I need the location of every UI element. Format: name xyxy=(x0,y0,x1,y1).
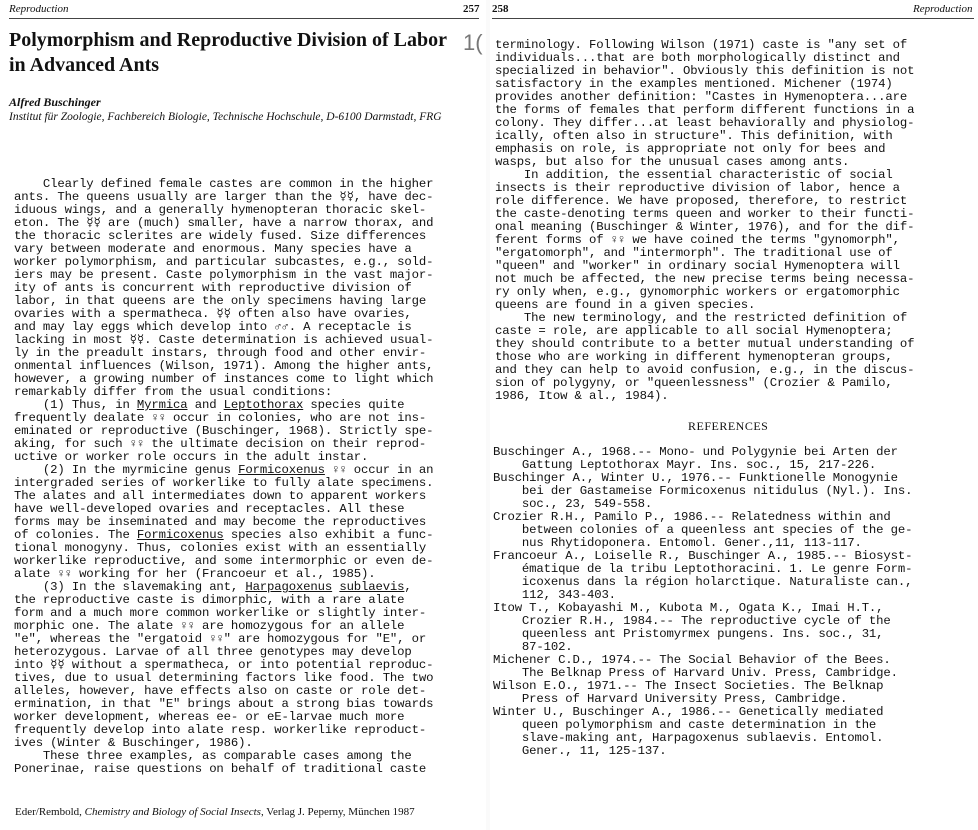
reference-line: The Belknap Press of Harvard Univ. Press, Cambridge. xyxy=(493,666,898,680)
text-line: ry only when, e.g., gynomorphic workers or ergatomorphic xyxy=(495,285,900,299)
text-line: vary between moderate and enormous. Many species have a xyxy=(14,242,412,256)
reference-line: Francoeur A., Loiselle R., Buschinger A., 1985.-- Biosyst- xyxy=(493,549,913,563)
text-line: and they can help to avoid confusion, e.g., in the discus- xyxy=(495,363,915,377)
reference-line: Wilson E.O., 1971.-- The Insect Societies. The Belknap xyxy=(493,679,884,693)
text-line: "e", whereas the "ergatoid ♀♀" are homozygous for "E", or xyxy=(14,632,427,646)
scan-artifact-mark: 1( xyxy=(463,30,483,55)
text-line: ovaries with a spermatheca. ☿☿ often also have ovaries, xyxy=(14,307,412,321)
text-line: workerlike reproductive, and some intermorphic or even de- xyxy=(14,554,434,568)
text-line: they should contribute to a better mutual understanding of xyxy=(495,337,915,351)
page-number-right: 258 xyxy=(492,3,509,15)
reference-line: Itow T., Kobayashi M., Kubota M., Ogata K., Imai H.T., xyxy=(493,601,884,615)
right-page xyxy=(490,0,978,830)
book-citation-footer xyxy=(15,806,415,818)
text-line: The new terminology, and the restricted definition of xyxy=(495,311,908,325)
text-line: of colonies. The Formicoxenus species also exhibit a func- xyxy=(14,528,434,542)
text-line: alleles, however, have effects also on caste or role det- xyxy=(14,684,427,698)
text-line: frequently dealate ♀♀ occur in colonies, who are not ins- xyxy=(14,411,427,425)
reference-line: queen polymorphism and caste determination in the xyxy=(493,718,877,732)
text-line: (2) In the myrmicine genus Formicoxenus ♀♀ occur in an xyxy=(14,463,434,477)
text-line: into ☿☿ without a spermatheca, or into potential reproduc- xyxy=(14,658,434,672)
text-line: the forms of females that perform different functions in a xyxy=(495,103,915,117)
text-line: "queen" and "worker" in ordinary social Hymenoptera will xyxy=(495,259,900,273)
reference-line: Buschinger A., Winter U., 1976.-- Funktionelle Monogynie xyxy=(493,471,898,485)
text-line: emphasis on role, is appropriate not only for bees and xyxy=(495,142,886,156)
reference-line: slave-making ant, Harpagoxenus sublaevis. Entomol. xyxy=(493,731,884,745)
reference-entry xyxy=(493,654,912,680)
reference-line: queenless ant Pristomyrmex pungens. Ins. soc., 31, xyxy=(493,627,884,641)
author-name: Alfred Buschinger xyxy=(9,95,101,109)
text-line: worker polymorphism, and particular subcastes, e.g., sold- xyxy=(14,255,434,269)
text-line: morphic one. The alate ♀♀ are homozygous for an allele xyxy=(14,619,405,633)
text-line: specialized in behavior". Obviously this definition is not xyxy=(495,64,915,78)
text-line: frequently develop into alate resp. workerlike reproduct- xyxy=(14,723,427,737)
text-line: intergraded series of workerlike to fully alate specimens. xyxy=(14,476,434,490)
reference-entry xyxy=(493,511,912,550)
text-line: ives (Winter & Buschinger, 1986). xyxy=(14,736,253,750)
text-line: worker development, whereas ee- or eE-larvae much more xyxy=(14,710,405,724)
body-text-right xyxy=(495,39,914,403)
text-line: heterozygous. Larvae of all three genotypes may develop xyxy=(14,645,412,659)
reference-entry xyxy=(493,602,912,654)
reference-line: Gener., 11, 125-137. xyxy=(493,744,667,758)
text-line: role difference. We have proposed, therefore, to restrict xyxy=(495,194,908,208)
reference-entry xyxy=(493,446,912,472)
text-line: the caste-denoting terms queen and worker to their functi- xyxy=(495,207,915,221)
text-line: onmental influences (Wilson, 1971). Among the higher ants, xyxy=(14,359,434,373)
text-line: "ergatomorph", and "intermorph". The traditional use of xyxy=(495,246,893,260)
text-line: The alates and all intermediates down to apparent workers xyxy=(14,489,427,503)
text-line: iers may be present. Caste polymorphism in the vast major- xyxy=(14,268,434,282)
reference-entry xyxy=(493,550,912,602)
reference-line: Press of Harvard University Press, Cambridge. xyxy=(493,692,848,706)
text-line: wasps, but also for the unusual cases among ants. xyxy=(495,155,850,169)
text-line: remarkably differ from the usual conditions: xyxy=(14,385,333,399)
text-line: tional monogyny. Thus, colonies exist with an essentially xyxy=(14,541,427,555)
text-line: iduous wings, and a generally hymenopteran thoracic skel- xyxy=(14,203,427,217)
footer-publisher: , Verlag J. Peperny, München 1987 xyxy=(260,806,415,818)
text-line: eton. The ☿☿ are (much) smaller, have a narrow thorax, and xyxy=(14,216,434,230)
reference-line: ématique de la tribu Leptothoracini. 1. Le genre Form- xyxy=(493,562,913,576)
references-heading: REFERENCES xyxy=(688,419,769,433)
text-line: tives, due to usual determining factors like food. The two xyxy=(14,671,434,685)
text-line: 1986, Itow & al., 1984). xyxy=(495,389,669,403)
text-line: provides another definition: "Castes in Hymenoptera...are xyxy=(495,90,908,104)
text-line: the reproductive caste is dimorphic, with a rare alate xyxy=(14,593,405,607)
reference-line: Winter U., Buschinger A., 1986.-- Genetically mediated xyxy=(493,705,884,719)
text-line: colony. They differ...at least behaviorally and physiolog- xyxy=(495,116,915,130)
text-line: lacking in most ☿☿. Caste determination is achieved usual- xyxy=(14,333,434,347)
running-head-left: Reproduction xyxy=(9,3,69,15)
text-line: uctive or worker role occurs in the adult instar. xyxy=(14,450,369,464)
text-line: satisfactory in the examples mentioned. Michener (1974) xyxy=(495,77,893,91)
running-head-right: Reproduction xyxy=(913,3,973,15)
text-line: labor, in that queens are the only specimens having large xyxy=(14,294,427,308)
text-line: caste = role, are applicable to all social Hymenoptera; xyxy=(495,324,893,338)
reference-line: bei der Gastameise Formicoxenus nitidulus (Nyl.). Ins. xyxy=(493,484,913,498)
body-text-left xyxy=(14,178,433,776)
reference-line: nus Rhytidoponera. Entomol. Gener.,11, 113-117. xyxy=(493,536,862,550)
text-line: ly in the preadult instars, through food and other envir- xyxy=(14,346,427,360)
text-line: (3) In the slavemaking ant, Harpagoxenus sublaevis, xyxy=(14,580,412,594)
text-line: the thoracic sclerites are widely fused. Size differences xyxy=(14,229,427,243)
reference-entry xyxy=(493,680,912,706)
text-line: alate ♀♀ working for her (Francoeur et al., 1985). xyxy=(14,567,376,581)
header-rule xyxy=(492,18,974,19)
text-line: have well-developed ovaries and receptacles. All these xyxy=(14,502,405,516)
text-line: Clearly defined female castes are common in the higher xyxy=(14,177,434,191)
text-line: queens are found in a given species. xyxy=(495,298,756,312)
reference-line: 87-102. xyxy=(493,640,573,654)
reference-line: between colonies of a queenless ant species of the ge- xyxy=(493,523,913,537)
text-line: insects is their reproductive division of labor, hence a xyxy=(495,181,900,195)
text-line: and may lay eggs which develop into ♂♂. A receptacle is xyxy=(14,320,412,334)
text-line: aking, for such ♀♀ the ultimate decision on their reprod- xyxy=(14,437,427,451)
text-line: forms may be inseminated and may become the reproductives xyxy=(14,515,427,529)
footer-editors: Eder/Rembold, xyxy=(15,806,85,818)
text-line: ity of ants is concurrent with reproductive division of xyxy=(14,281,412,295)
text-line: not much be affected, the new precise terms being necessa- xyxy=(495,272,915,286)
header-rule xyxy=(9,18,479,19)
references-list xyxy=(493,446,912,758)
left-page xyxy=(0,0,486,830)
reference-line: Crozier R.H., 1984.-- The reproductive cycle of the xyxy=(493,614,891,628)
text-line: those who are working in different hymenopteran groups, xyxy=(495,350,893,364)
text-line: These three examples, as comparable cases among the xyxy=(14,749,412,763)
reference-line: Michener C.D., 1974.-- The Social Behavior of the Bees. xyxy=(493,653,891,667)
text-line: ferent forms of ♀♀ we have coined the terms "gynomorph", xyxy=(495,233,900,247)
text-line: sion of polygyny, or "queenlessness" (Crozier & Pamilo, xyxy=(495,376,893,390)
text-line: onal meaning (Buschinger & Winter, 1976), and for the dif- xyxy=(495,220,915,234)
footer-book-title: Chemistry and Biology of Social Insects xyxy=(84,806,261,818)
article-title: Polymorphism and Reproductive Division of Labor in Advanced Ants xyxy=(9,29,447,76)
reference-line: icoxenus dans la région holarctique. Naturaliste can., xyxy=(493,575,913,589)
text-line: eminated or reproductive (Buschinger, 1968). Strictly spe- xyxy=(14,424,434,438)
text-line: ermination, in that "E" brings about a strong bias towards xyxy=(14,697,434,711)
text-line: form and a much more common workerlike or slightly inter- xyxy=(14,606,427,620)
text-line: however, a growing number of instances come to light which xyxy=(14,372,434,386)
reference-line: Crozier R.H., Pamilo P., 1986.-- Relatedness within and xyxy=(493,510,891,524)
text-line: terminology. Following Wilson (1971) caste is "any set of xyxy=(495,38,908,52)
text-line: (1) Thus, in Myrmica and Leptothorax species quite xyxy=(14,398,405,412)
text-line: Ponerinae, raise questions on behalf of traditional caste xyxy=(14,762,427,776)
reference-line: soc., 23, 549-558. xyxy=(493,497,653,511)
author-affiliation: Institut für Zoologie, Fachbereich Biologie, Technische Hochschule, D-6100 Darmstadt, FRG xyxy=(9,111,442,123)
page-number-left: 257 xyxy=(463,3,480,15)
text-line: ants. The queens usually are larger than the ☿☿, have dec- xyxy=(14,190,434,204)
text-line: individuals...that are both morphologically distinct and xyxy=(495,51,900,65)
text-line: ically, often also in structure". This definition, with xyxy=(495,129,893,143)
reference-line: Gattung Leptothorax Mayr. Ins. soc., 15, 217-226. xyxy=(493,458,877,472)
reference-entry xyxy=(493,472,912,511)
reference-line: Buschinger A., 1968.-- Mono- und Polygynie bei Arten der xyxy=(493,445,898,459)
reference-line: 112, 343-403. xyxy=(493,588,616,602)
reference-entry xyxy=(493,706,912,758)
text-line: In addition, the essential characteristic of social xyxy=(495,168,893,182)
